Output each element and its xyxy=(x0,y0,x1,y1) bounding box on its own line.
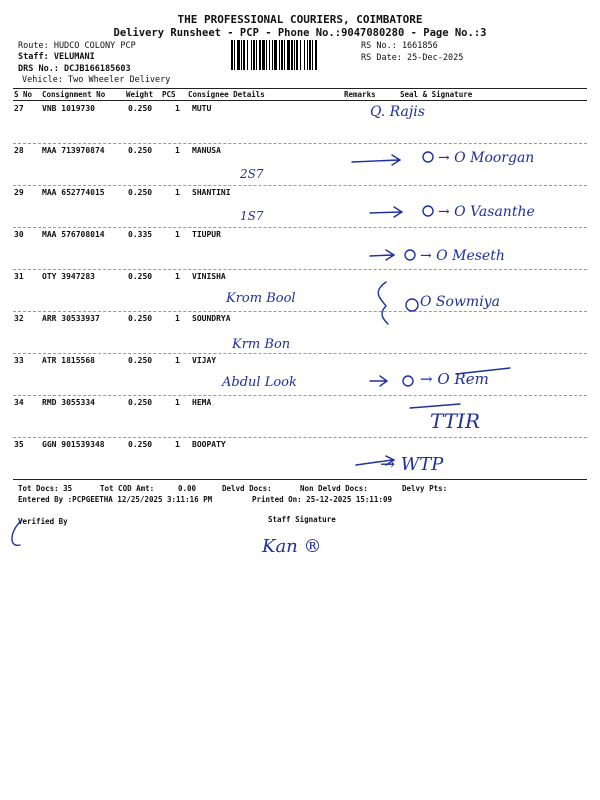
brace-row31-32 xyxy=(378,282,388,324)
cell-pcs: 1 xyxy=(175,356,180,365)
hw-row33: Abdul Look xyxy=(222,375,297,390)
cell-weight: 0.250 xyxy=(128,440,153,449)
cell-weight: 0.250 xyxy=(128,398,153,407)
hw-row29-code: 1S7 xyxy=(240,209,264,223)
cell-consignment: MAA 652774015 xyxy=(42,188,105,197)
cell-consignee: TIUPUR xyxy=(192,230,221,239)
drs-number: DRS No.: DCJB166185603 xyxy=(18,64,131,74)
rs-number: RS No.: 1661856 xyxy=(361,41,438,51)
hw-row29-remark: → O Vasanthe xyxy=(438,204,535,220)
hw-row30-remark: → O Meseth xyxy=(420,248,505,264)
cell-consignment: ATR 1815568 xyxy=(42,356,95,365)
cell-pcs: 1 xyxy=(175,398,180,407)
company-name: THE PROFESSIONAL COURIERS, COIMBATORE xyxy=(177,13,423,26)
runsheet-title: Delivery Runsheet - PCP - Phone No.:9047080280 - Page No.:3 xyxy=(113,27,487,39)
cell-consignment: GGN 901539348 xyxy=(42,440,105,449)
hw-row28-remark: → O Moorgan xyxy=(438,150,535,166)
circle-row29 xyxy=(423,206,433,216)
circle-row33 xyxy=(403,376,413,386)
col-weight: Weight xyxy=(126,90,154,99)
route-label: Route: HUDCO COLONY PCP xyxy=(18,41,136,51)
cell-weight: 0.250 xyxy=(128,104,153,113)
cell-pcs: 1 xyxy=(175,104,180,113)
hw-row27: Q. Rajis xyxy=(370,104,425,120)
verified-scribble xyxy=(12,520,22,545)
entered-by: Entered By :PCPGEETHA 12/25/2025 3:11:16 PM xyxy=(18,495,213,504)
circle-row30 xyxy=(405,250,415,260)
cell-pcs: 1 xyxy=(175,230,180,239)
cell-sno: 30 xyxy=(14,230,24,239)
staff-signature-label: Staff Signature xyxy=(268,515,336,524)
cell-consignee: HEMA xyxy=(192,398,212,407)
total-cod-label: Tot COD Amt: xyxy=(100,484,155,493)
cell-consignee: SOUNDRYA xyxy=(192,314,231,323)
verified-by-label: Verified By xyxy=(18,517,68,526)
cell-weight: 0.250 xyxy=(128,188,153,197)
cell-consignee: VINISHA xyxy=(192,272,226,281)
circle-row28 xyxy=(423,152,433,162)
col-remarks: Remarks xyxy=(344,90,376,99)
cell-sno: 34 xyxy=(14,398,24,407)
delivered-docs: Delvd Docs: xyxy=(222,484,272,493)
total-docs: Tot Docs: 35 xyxy=(18,484,73,493)
cell-weight: 0.335 xyxy=(128,230,153,239)
cell-sno: 29 xyxy=(14,188,24,197)
col-seal-signature: Seal & Signature xyxy=(400,90,473,99)
cell-sno: 33 xyxy=(14,356,24,365)
cell-consignee: BOOPATY xyxy=(192,440,226,449)
col-consignment: Consignment No xyxy=(42,90,106,99)
cell-consignment: MAA 576708014 xyxy=(42,230,105,239)
hw-row28-code: 2S7 xyxy=(240,167,264,181)
rs-date: RS Date: 25-Dec-2025 xyxy=(361,53,464,63)
cell-weight: 0.250 xyxy=(128,146,153,155)
hw-staff-signature: Kan ® xyxy=(262,536,322,557)
cell-consignment: ARR 30533937 xyxy=(42,314,100,323)
arrow-row29 xyxy=(370,207,402,217)
cell-sno: 32 xyxy=(14,314,24,323)
circle-row31 xyxy=(406,299,418,311)
cell-weight: 0.250 xyxy=(128,272,153,281)
cell-pcs: 1 xyxy=(175,272,180,281)
hw-row32: Krm Bon xyxy=(232,337,291,352)
cell-pcs: 1 xyxy=(175,314,180,323)
cell-weight: 0.250 xyxy=(128,356,153,365)
hw-row35: → WTP xyxy=(380,454,444,475)
non-delivered-docs: Non Delvd Docs: xyxy=(300,484,368,493)
col-consignee: Consignee Details xyxy=(188,90,265,99)
cell-sno: 28 xyxy=(14,146,24,155)
col-pcs: PCS xyxy=(162,90,176,99)
vehicle-label: Vehicle: Two Wheeler Delivery xyxy=(22,75,171,85)
cell-consignee: SHANTINI xyxy=(192,188,231,197)
col-sno: S No xyxy=(14,90,33,99)
cell-sno: 27 xyxy=(14,104,24,113)
hw-row33-remark: → O Rem xyxy=(420,370,489,388)
cell-consignee: MUTU xyxy=(192,104,212,113)
hw-row34: TTIR xyxy=(430,409,481,433)
hw-row31: Krom Bool xyxy=(226,291,296,306)
staff-label: Staff: VELUMANI xyxy=(18,52,95,62)
cell-sno: 35 xyxy=(14,440,24,449)
cell-sno: 31 xyxy=(14,272,24,281)
cell-consignment: VNB 1019730 xyxy=(42,104,95,113)
arrow-row33 xyxy=(370,376,387,386)
cell-consignment: OTY 3947283 xyxy=(42,272,95,281)
delivery-points: Delvy Pts: xyxy=(402,484,448,493)
cell-consignment: MAA 713970874 xyxy=(42,146,105,155)
hw-row31-remark: O Sowmiya xyxy=(420,294,500,310)
cell-pcs: 1 xyxy=(175,188,180,197)
cell-consignee: MANUSA xyxy=(192,146,221,155)
cell-weight: 0.250 xyxy=(128,314,153,323)
cell-pcs: 1 xyxy=(175,440,180,449)
cell-consignee: VIJAY xyxy=(192,356,217,365)
printed-on: Printed On: 25-12-2025 15:11:09 xyxy=(252,495,392,504)
arrow-row28 xyxy=(352,155,400,165)
cell-consignment: RMD 3055334 xyxy=(42,398,95,407)
arrow-row30 xyxy=(370,250,394,260)
total-cod-value: 0.00 xyxy=(178,484,197,493)
cell-pcs: 1 xyxy=(175,146,180,155)
